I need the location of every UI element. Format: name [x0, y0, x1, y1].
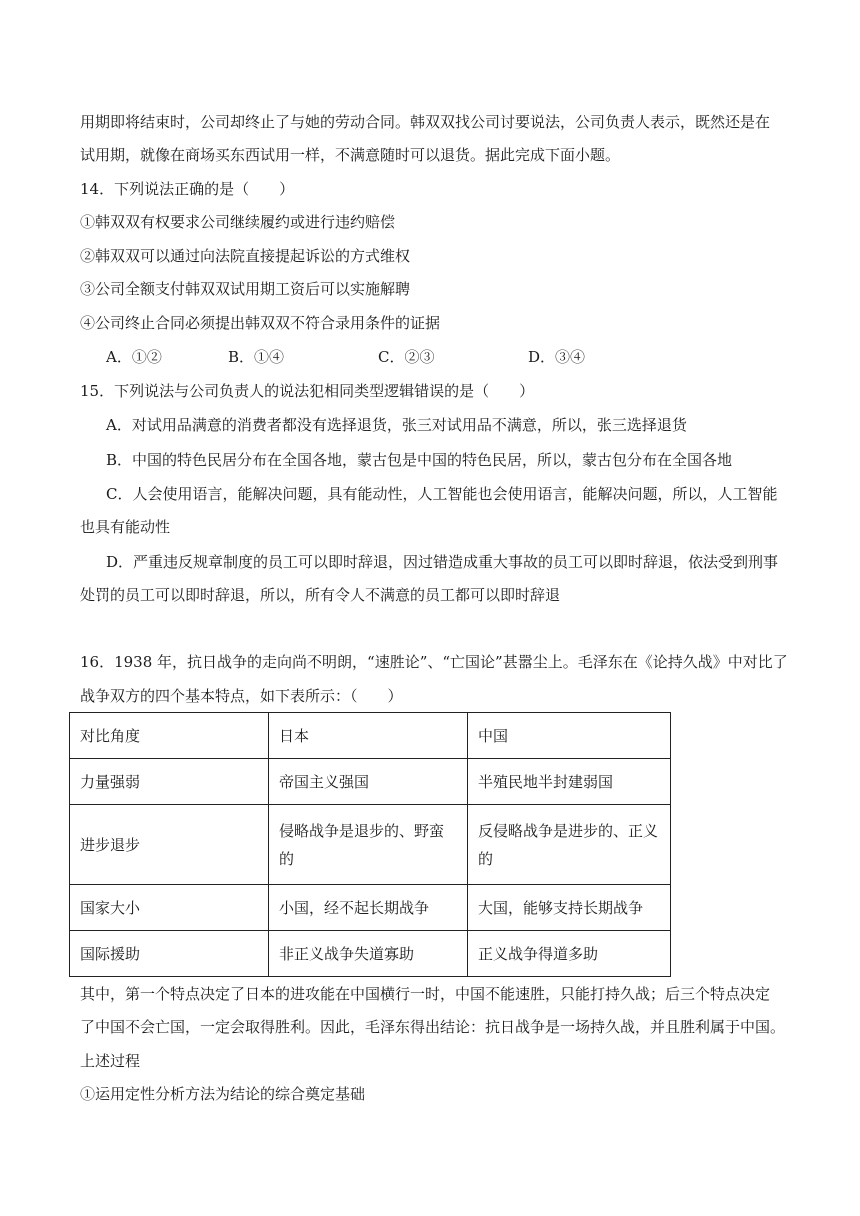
- q15-option-d-cont: 处罚的员工可以即时辞退，所以，所有令人不满意的员工都可以即时辞退: [80, 586, 561, 604]
- table-header-cell: 日本: [269, 713, 468, 759]
- table-cell: 反侵略战争是进步的、正义的: [468, 805, 671, 885]
- table-cell: 帝国主义强国: [269, 759, 468, 805]
- q14-item-2: ②韩双双可以通过向法院直接提起诉讼的方式维权: [80, 247, 411, 265]
- table-header-cell: 对比角度: [70, 713, 269, 759]
- table-cell: 大国，能够支持长期战争: [468, 885, 671, 931]
- table-header-cell: 中国: [468, 713, 671, 759]
- q14-option-c[interactable]: C．②③: [378, 348, 435, 366]
- table-row: [70, 805, 671, 885]
- q15-option-c-cont: 也具有能动性: [80, 518, 171, 536]
- q14-option-d[interactable]: D．③④: [528, 348, 586, 366]
- intro-line-1: 用期即将结束时，公司却终止了与她的劳动合同。韩双双找公司讨要说法，公司负责人表示，既然还是在: [80, 113, 771, 131]
- q16-item-1: ①运用定性分析方法为结论的综合奠定基础: [80, 1085, 366, 1103]
- q16-after-line-2: 了中国不会亡国，一定会取得胜利。因此，毛泽东得出结论：抗日战争是一场持久战，并且胜利属于中国。: [80, 1018, 786, 1036]
- q14-stem: 14．下列说法正确的是（ ）: [80, 180, 295, 198]
- q16-after-line-1: 其中，第一个特点决定了日本的进攻能在中国横行一时，中国不能速胜，只能打持久战；后三个特点决定: [80, 985, 771, 1003]
- table-cell: 小国，经不起长期战争: [269, 885, 468, 931]
- table-row: [70, 885, 671, 931]
- q14-option-b[interactable]: B．①④: [228, 348, 285, 366]
- q16-after-line-3: 上述过程: [80, 1052, 141, 1070]
- comparison-table: [69, 712, 671, 977]
- table-cell: 非正义战争失道寡助: [269, 931, 468, 977]
- q15-option-d[interactable]: D．严重违反规章制度的员工可以即时辞退，因过错造成重大事故的员工可以即时辞退，依法受到刑事: [106, 553, 779, 571]
- table-cell: 半殖民地半封建弱国: [468, 759, 671, 805]
- q14-option-a[interactable]: A．①②: [106, 348, 162, 366]
- q14-item-3: ③公司全额支付韩双双试用期工资后可以实施解聘: [80, 280, 411, 298]
- q15-option-c[interactable]: C．人会使用语言，能解决问题，具有能动性，人工智能也会使用语言，能解决问题，所以，人工智能: [106, 485, 778, 503]
- table-row: [70, 931, 671, 977]
- q15-stem: 15．下列说法与公司负责人的说法犯相同类型逻辑错误的是（ ）: [80, 382, 535, 400]
- table-cell: 进步退步: [70, 805, 269, 885]
- q16-stem-line-2: 战争双方的四个基本特点，如下表所示：（ ）: [80, 687, 403, 705]
- table-row: [70, 759, 671, 805]
- table-cell: 侵略战争是退步的、野蛮的: [269, 805, 468, 885]
- q15-option-a[interactable]: A．对试用品满意的消费者都没有选择退货，张三对试用品不满意，所以，张三选择退货: [106, 416, 687, 434]
- q15-option-b[interactable]: B．中国的特色民居分布在全国各地，蒙古包是中国的特色民居，所以，蒙古包分布在全国各地: [106, 451, 733, 469]
- table-cell: 国际援助: [70, 931, 269, 977]
- table-cell: 力量强弱: [70, 759, 269, 805]
- table-cell: 正义战争得道多助: [468, 931, 671, 977]
- table-header-row: [70, 713, 671, 759]
- table-cell: 国家大小: [70, 885, 269, 931]
- q14-item-1: ①韩双双有权要求公司继续履约或进行违约赔偿: [80, 213, 396, 231]
- q16-stem-line-1: 16．1938 年，抗日战争的走向尚不明朗，“速胜论”、“亡国论”甚嚣尘上。毛泽东在《论持久战》中对比了: [80, 653, 788, 671]
- intro-line-2: 试用期，就像在商场买东西试用一样，不满意随时可以退货。据此完成下面小题。: [80, 146, 621, 164]
- q14-item-4: ④公司终止合同必须提出韩双双不符合录用条件的证据: [80, 314, 441, 332]
